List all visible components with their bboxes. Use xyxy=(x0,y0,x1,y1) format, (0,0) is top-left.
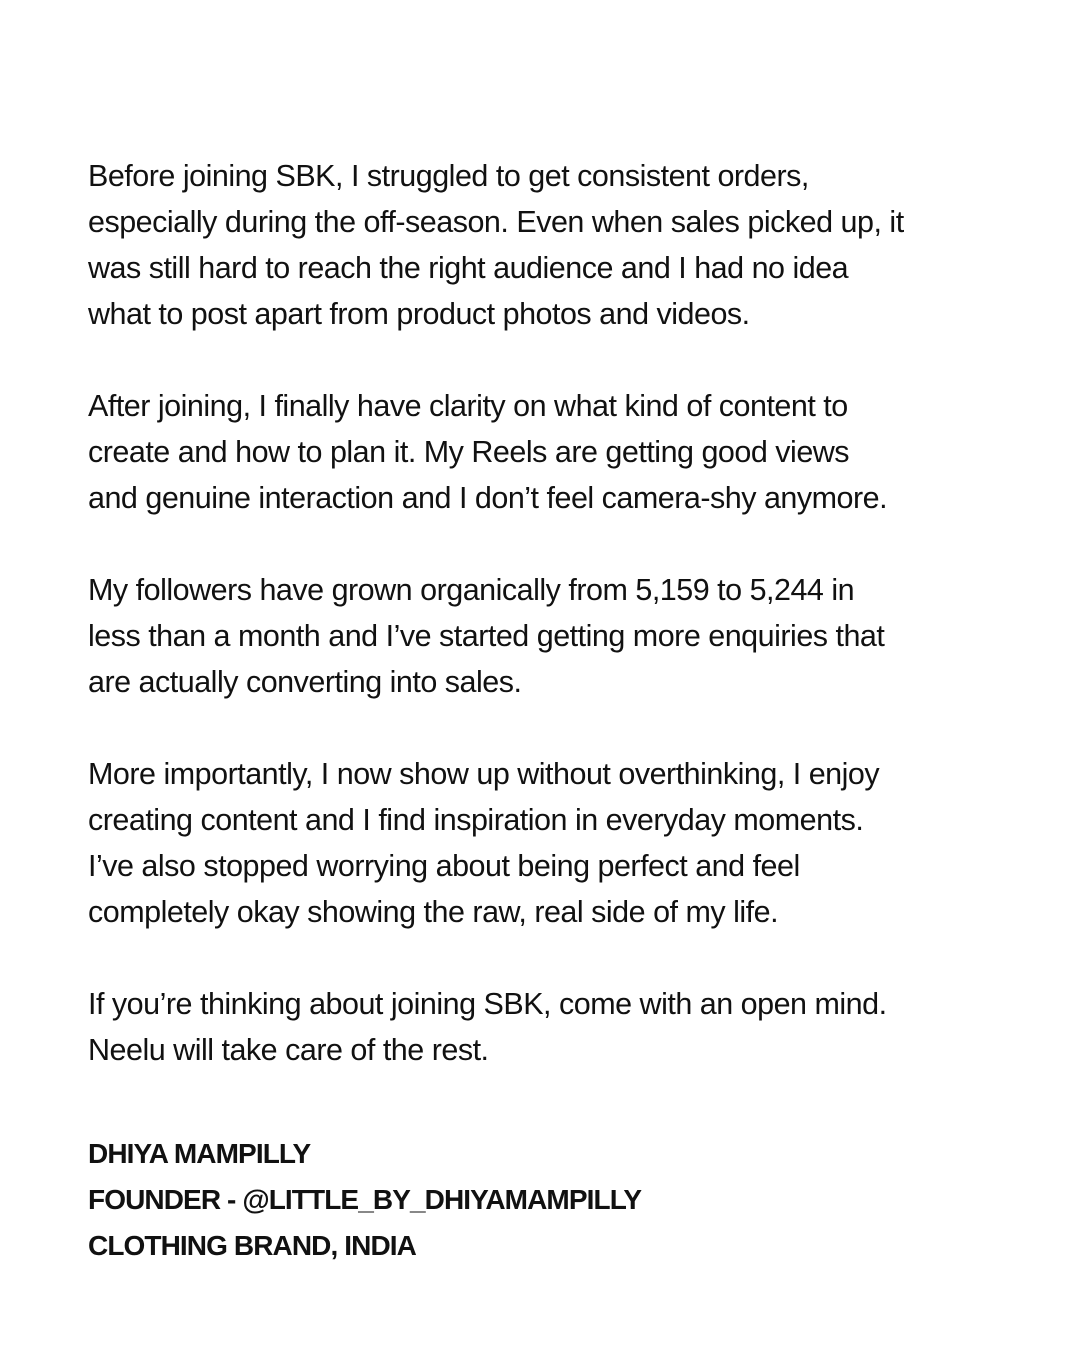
author-business: CLOTHING BRAND, INDIA xyxy=(88,1230,416,1261)
author-role: FOUNDER - @LITTLE_BY_DHIYAMAMPILLY xyxy=(88,1184,642,1215)
testimonial-paragraph-after: After joining, I finally have clarity on what kind of content to create and how to plan it. My Reels are getting good views and genuine interaction and I don’t feel camera-shy anymore. xyxy=(88,389,888,515)
testimonial-paragraph-mindset: More importantly, I now show up without overthinking, I enjoy creating content and I find inspiration in everyday moments. I’ve also stopped worrying about being perfect and feel completely okay showing the raw, real side of my life. xyxy=(88,757,880,929)
testimonial-body xyxy=(88,153,988,1073)
author-name: DHIYA MAMPILLY xyxy=(88,1138,311,1169)
testimonial-signature xyxy=(88,1131,988,1269)
testimonial-paragraph-before: Before joining SBK, I struggled to get consistent orders, especially during the off-season. Even when sales picked up, it was still hard to reach the right audience and I had no idea what to post apart from product photos and videos. xyxy=(88,159,904,331)
testimonial-paragraph-followers: My followers have grown organically from 5,159 to 5,244 in less than a month and I’ve started getting more enquiries that are actually converting into sales. xyxy=(88,573,885,699)
testimonial-paragraph-advice: If you’re thinking about joining SBK, come with an open mind. Neelu will take care of the rest. xyxy=(88,987,887,1067)
